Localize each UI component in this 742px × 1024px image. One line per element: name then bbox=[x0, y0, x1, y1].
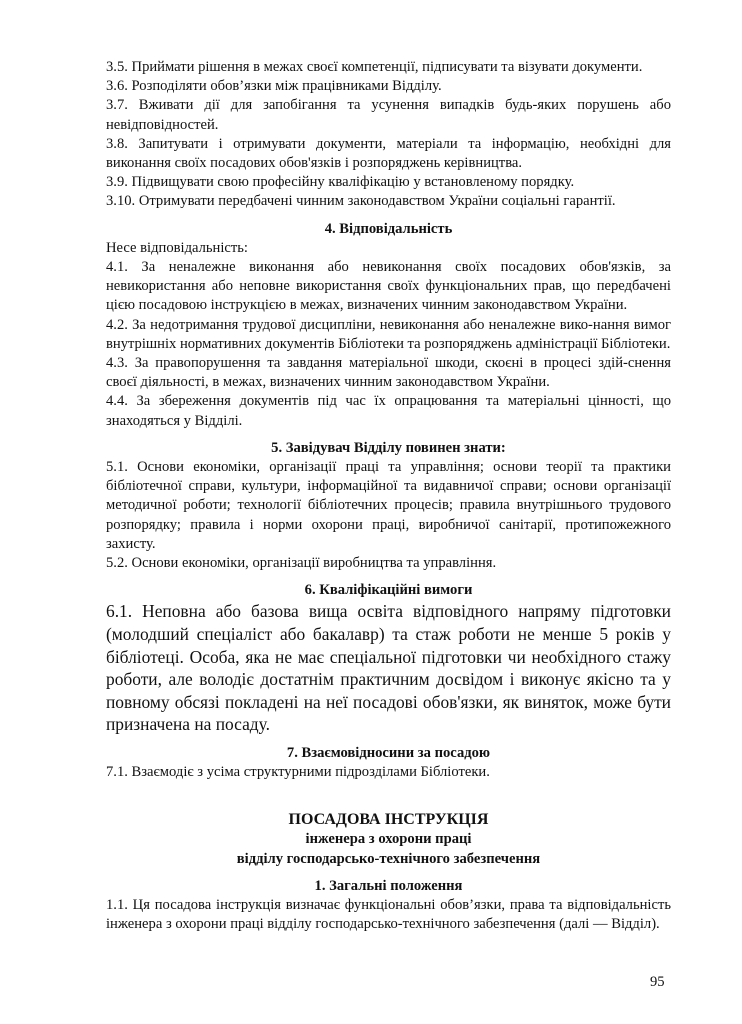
section-heading-general: 1. Загальні положення bbox=[314, 877, 463, 894]
page-number: 95 bbox=[650, 974, 665, 990]
paragraph: 3.5. Приймати рішення в межах своєї компетенції, підписувати та візувати документи. bbox=[106, 59, 643, 75]
section-heading: 4. Відповідальність bbox=[324, 220, 453, 237]
paragraph: Несе відповідальність: bbox=[106, 239, 248, 256]
text-blocks bbox=[106, 58, 671, 782]
paragraph: 3.10. Отримувати передбачені чинним законодавством України соціальні гарантії. bbox=[106, 193, 616, 210]
paragraph: 6.1. Неповна або базова вища освіта відповідного напряму підготовки (молодший спеціаліст або бакалавр) та стаж роботи не менше 5 років у бібліотеці. Особа, яка не має спеціальної підготовки чи необхідного стажу роботи, але володіє достатнім практичним досвідом і виконує якісно та у повному обсязі покладені на неї посадові обов'язки, як виняток, може бути призначена на посаду. bbox=[106, 601, 671, 735]
paragraph: 5.1. Основи економіки, організації праці та управління; основи теорії та практики бібліотечної справи, культури, інформаційної та видавничої справи; основи організації методичної роботи; технології бібліотечних процесів; правила внутрішнього трудового розпорядку; правила і норми охорони праці, виробничої санітарії, протипожежного захисту. bbox=[106, 459, 671, 552]
paragraph: 3.9. Підвищувати свою професійну кваліфікацію у встановленому порядку. bbox=[106, 174, 575, 191]
instruction-subtitle-position: інженера з охорони праці bbox=[305, 831, 472, 848]
page-content bbox=[106, 58, 671, 934]
paragraph: 7.1. Взаємодіє з усіма структурними підрозділами Бібліотеки. bbox=[106, 764, 490, 781]
paragraph: 3.6. Розподіляти обов’язки між працівниками Відділу. bbox=[106, 78, 442, 95]
section-heading: 7. Взаємовідносини за посадою bbox=[286, 745, 491, 762]
paragraph: 3.7. Вживати дії для запобігання та усунення випадків будь-яких порушень або невідповідностей. bbox=[106, 97, 671, 133]
section-heading: 5. Завідувач Відділу повинен знати: bbox=[271, 439, 506, 456]
paragraph: 3.8. Запитувати і отримувати документи, матеріали та інформацію, необхідні для виконання своїх посадових обов'язків і розпоряджень керівництва. bbox=[106, 135, 671, 172]
paragraph: 4.1. За неналежне виконання або невиконання своїх посадових обов'язків, за невикористання або неповне використання своїх функціональних прав, що передбачені цією посадовою інструкцією в межах, визначених чинним законодавством України. bbox=[106, 259, 671, 314]
instruction-title: ПОСАДОВА ІНСТРУКЦІЯ bbox=[288, 811, 489, 829]
instruction-subtitle-department: відділу господарсько-технічного забезпечення bbox=[236, 850, 541, 867]
paragraph: 1.1. Ця посадова інструкція визначає функціональні обов’язки, права та відповідальність інженера з охорони праці відділу господарсько-технічного забезпечення (далі — Відділ). bbox=[106, 897, 671, 933]
paragraph: 4.2. За недотримання трудової дисципліни, невиконання або неналежне вико-нання вимог внутрішніх нормативних документів Бібліотеки та розпоряджень адміністрації Бібліотеки. bbox=[106, 316, 671, 352]
paragraph: 4.3. За правопорушення та завдання матеріальної шкоди, скоєні в процесі здій-снення своєї діяльності, в межах, визначених чинним законодавством України. bbox=[106, 355, 671, 391]
section-heading: 6. Кваліфікаційні вимоги bbox=[304, 582, 473, 599]
instruction-header bbox=[106, 810, 671, 934]
paragraph: 4.4. За збереження документів під час їх опрацювання та матеріальні цінності, що знаходяться у Відділі. bbox=[106, 393, 671, 429]
paragraph: 5.2. Основи економіки, організації виробництва та управління. bbox=[106, 555, 497, 572]
